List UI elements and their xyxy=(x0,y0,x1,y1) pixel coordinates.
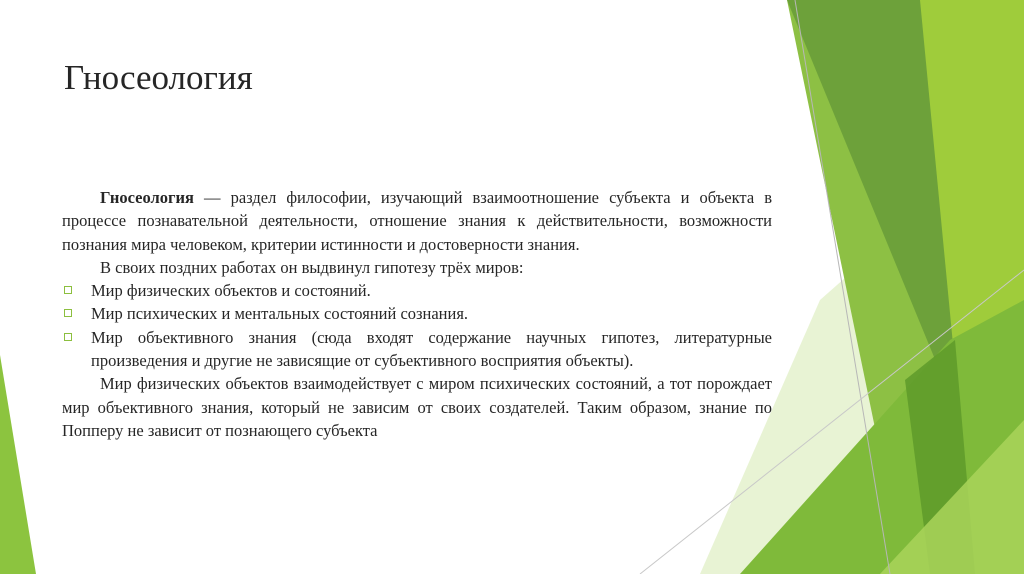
definition-text: — раздел философии, изучающий взаимоотношение субъекта и объекта в процессе познавательной деятельности, отношение знания к действительности, возможности познания мира человеком, критерии истинности и достоверности знания. xyxy=(62,188,772,254)
list-item-text: Мир объективного знания (сюда входят содержание научных гипотез, литературные произведения и другие не зависящие от субъективного восприятия объекты). xyxy=(91,327,772,371)
list-item-text: Мир психических и ментальных состояний сознания. xyxy=(91,304,469,324)
list-item xyxy=(62,326,772,373)
list-item xyxy=(62,279,772,302)
slide-title: Гносеология xyxy=(64,58,253,97)
hollow-square-bullet-icon xyxy=(64,286,72,294)
hollow-square-bullet-icon xyxy=(64,333,72,341)
hollow-square-bullet-icon xyxy=(64,309,72,317)
list-item-text: Мир физических объектов и состояний. xyxy=(91,281,371,301)
left-accent-shape xyxy=(0,355,36,574)
conclusion-paragraph: Мир физических объектов взаимодействует с миром психических состояний, а тот порождает мир объективного знания, который не зависим от своих создателей. Таким образом, знание по Попперу не зависит от познающего субъекта xyxy=(62,374,772,440)
definition-term: Гносеология xyxy=(100,188,194,207)
slide-body xyxy=(62,186,772,442)
list-item xyxy=(62,302,772,325)
worlds-list xyxy=(62,279,772,372)
intro-paragraph: В своих поздних работах он выдвинул гипотезу трёх миров: xyxy=(100,257,524,277)
definition-paragraph xyxy=(62,186,772,256)
